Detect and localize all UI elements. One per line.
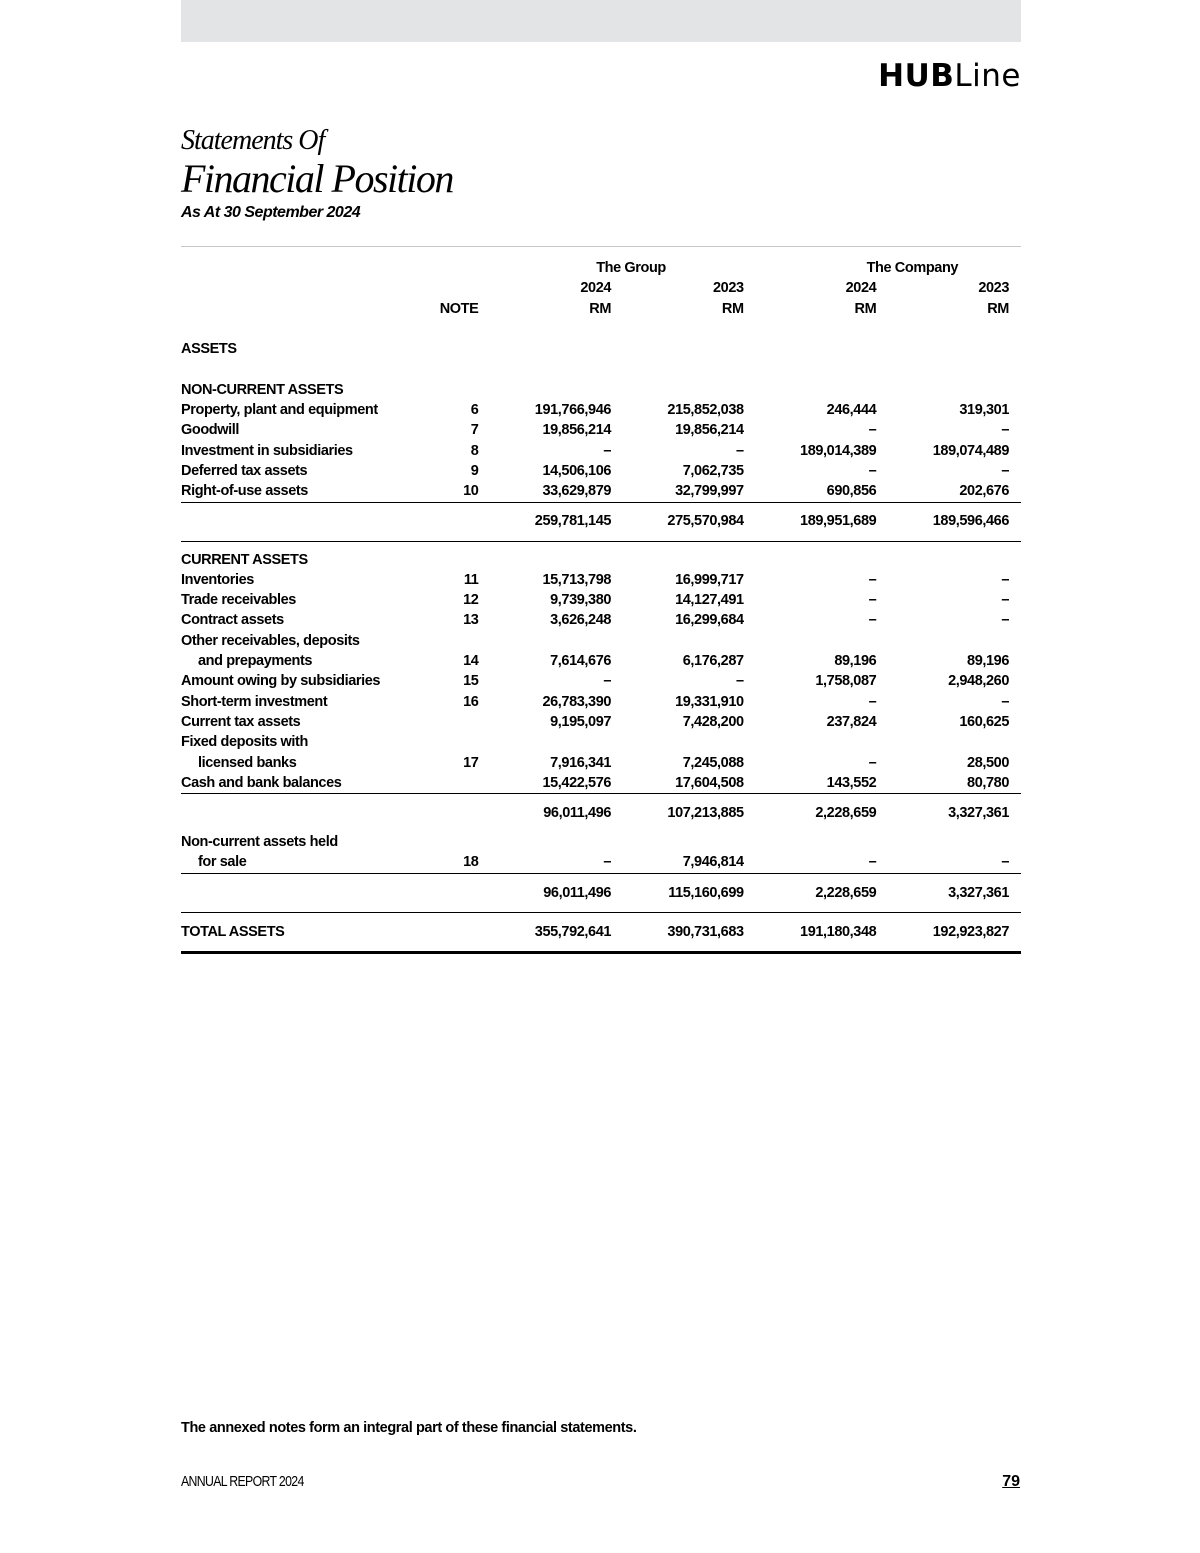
note-cell: 14 — [463, 653, 479, 670]
value-cell: 2,228,659 — [744, 873, 877, 912]
table-row — [181, 732, 1021, 752]
report-label: ANNUAL REPORT 2024 — [181, 1473, 304, 1490]
note-cell — [435, 794, 479, 833]
note-cell: 16 — [463, 693, 479, 710]
note-cell: 18 — [463, 854, 479, 871]
company-logo: HUBLine — [878, 58, 1021, 94]
row-label: Deferred tax assets — [181, 462, 308, 479]
note-cell — [435, 712, 479, 732]
assets-heading: ASSETS — [181, 341, 237, 358]
value-cell: 215,852,038 — [667, 402, 744, 419]
note-cell: 6 — [470, 402, 479, 419]
note-header: NOTE — [439, 300, 479, 317]
table-row — [181, 420, 1021, 440]
year-header: 2024 — [845, 280, 877, 297]
table-row — [181, 441, 1021, 461]
value-cell: – — [1001, 462, 1009, 479]
value-cell: 9,739,380 — [550, 592, 612, 609]
note-cell: 10 — [463, 483, 479, 500]
value-cell: 189,596,466 — [876, 502, 1021, 541]
value-cell: 1,758,087 — [815, 673, 877, 690]
value-cell: – — [1001, 592, 1009, 609]
value-cell: 15,422,576 — [542, 774, 612, 791]
row-label — [181, 873, 435, 912]
value-cell: 32,799,997 — [675, 483, 744, 500]
row-label: Contract assets — [181, 612, 284, 629]
row-label: TOTAL ASSETS — [181, 912, 435, 952]
row-label: Right-of-use assets — [181, 483, 308, 500]
current-total-row — [181, 873, 1021, 912]
value-cell — [478, 832, 611, 852]
value-cell: 319,301 — [959, 402, 1009, 419]
value-cell: 7,062,735 — [682, 462, 744, 479]
value-cell: 275,570,984 — [611, 502, 744, 541]
currency-header: RM — [589, 300, 612, 317]
currency-header-row — [181, 299, 1021, 319]
value-cell: 16,999,717 — [675, 571, 744, 588]
note-cell: 13 — [463, 612, 479, 629]
value-cell: – — [603, 854, 612, 871]
note-cell: 17 — [463, 754, 479, 771]
value-cell: – — [868, 462, 877, 479]
page-number: 79 — [1002, 1473, 1020, 1490]
table-row — [181, 570, 1021, 590]
group-header-row — [181, 258, 1021, 278]
row-label: Fixed deposits with — [181, 734, 308, 751]
value-cell: 191,766,946 — [534, 402, 612, 419]
value-cell: 115,160,699 — [611, 873, 744, 912]
note-cell — [435, 502, 479, 541]
non-current-assets-heading: NON-CURRENT ASSETS — [181, 381, 344, 398]
value-cell: 15,713,798 — [542, 571, 612, 588]
currency-header: RM — [987, 300, 1009, 317]
value-cell: 202,676 — [959, 483, 1009, 500]
non-current-subtotal-row — [181, 502, 1021, 541]
value-cell — [611, 732, 744, 752]
value-cell: – — [736, 673, 744, 690]
value-cell: 3,327,361 — [876, 794, 1021, 833]
financial-position-table — [181, 258, 1021, 954]
value-cell: 19,856,214 — [542, 422, 612, 439]
note-cell: 9 — [470, 462, 479, 479]
value-cell: 259,781,145 — [478, 502, 611, 541]
row-label: Goodwill — [181, 422, 240, 439]
table-row — [181, 773, 1021, 794]
row-label: and prepayments — [198, 653, 313, 670]
value-cell: 189,951,689 — [744, 502, 877, 541]
value-cell: 14,127,491 — [675, 592, 744, 609]
row-label — [181, 794, 435, 833]
table-row — [181, 651, 1021, 671]
value-cell: 96,011,496 — [478, 794, 611, 833]
value-cell: – — [868, 592, 877, 609]
value-cell: 9,195,097 — [550, 713, 612, 730]
table-row — [181, 631, 1021, 651]
divider — [181, 246, 1021, 247]
value-cell: 107,213,885 — [611, 794, 744, 833]
statement-date: As At 30 September 2024 — [181, 204, 361, 221]
value-cell: – — [868, 612, 877, 629]
value-cell — [876, 832, 1021, 852]
value-cell: – — [736, 442, 744, 459]
currency-header: RM — [721, 300, 744, 317]
note-cell — [435, 732, 479, 752]
table-row — [181, 481, 1021, 502]
value-cell: 14,506,106 — [542, 462, 612, 479]
value-cell: 189,014,389 — [800, 442, 877, 459]
value-cell: 7,428,200 — [682, 713, 744, 730]
table-row — [181, 461, 1021, 481]
value-cell — [744, 732, 877, 752]
note-cell — [435, 873, 479, 912]
company-header: The Company — [866, 260, 959, 276]
table-row — [181, 832, 1021, 852]
total-assets-row — [181, 912, 1021, 952]
value-cell: – — [1001, 422, 1009, 439]
value-cell — [744, 832, 877, 852]
row-label: licensed banks — [198, 754, 297, 771]
current-subtotal-row — [181, 794, 1021, 833]
row-label: Current tax assets — [181, 713, 301, 730]
value-cell — [611, 832, 744, 852]
row-label: Amount owing by subsidiaries — [181, 673, 381, 690]
value-cell: 191,180,348 — [744, 912, 877, 952]
section-heading-row — [181, 550, 1021, 570]
current-assets-heading: CURRENT ASSETS — [181, 551, 308, 568]
value-cell: – — [1001, 612, 1009, 629]
title-line-1: Statements Of — [181, 125, 325, 156]
year-header: 2023 — [978, 280, 1009, 297]
value-cell: – — [1001, 854, 1009, 871]
note-cell — [435, 912, 479, 952]
row-label: Short-term investment — [181, 693, 328, 710]
value-cell: 19,856,214 — [675, 422, 744, 439]
value-cell: 28,500 — [967, 754, 1009, 771]
table-row — [181, 712, 1021, 732]
value-cell — [744, 631, 877, 651]
value-cell: 17,604,508 — [675, 774, 744, 791]
value-cell: 237,824 — [826, 713, 877, 730]
header-band — [181, 0, 1021, 42]
row-label — [181, 502, 435, 541]
row-label: Non-current assets held — [181, 834, 338, 851]
note-cell: 7 — [470, 422, 479, 439]
table-row — [181, 400, 1021, 420]
value-cell: 189,074,489 — [932, 442, 1009, 459]
value-cell: 2,228,659 — [744, 794, 877, 833]
footnote: The annexed notes form an integral part of these financial statements. — [181, 1420, 637, 1436]
section-heading-row — [181, 339, 1021, 359]
value-cell: 3,327,361 — [876, 873, 1021, 912]
note-cell: 12 — [463, 592, 479, 609]
value-cell: 89,196 — [834, 653, 877, 670]
value-cell: – — [1001, 571, 1009, 588]
value-cell: 33,629,879 — [542, 483, 612, 500]
row-label: Inventories — [181, 571, 254, 588]
value-cell: – — [603, 442, 612, 459]
value-cell: 690,856 — [826, 483, 877, 500]
value-cell: 192,923,827 — [876, 912, 1021, 952]
table-row — [181, 590, 1021, 610]
group-header: The Group — [596, 260, 666, 276]
value-cell: 16,299,684 — [675, 612, 744, 629]
note-cell: 15 — [463, 673, 479, 690]
table-row — [181, 852, 1021, 873]
row-label: Property, plant and equipment — [181, 402, 378, 419]
value-cell: 7,245,088 — [682, 754, 744, 771]
value-cell: 246,444 — [826, 402, 877, 419]
value-cell: 2,948,260 — [948, 673, 1009, 690]
value-cell — [478, 631, 611, 651]
year-header: 2024 — [580, 280, 612, 297]
value-cell: 96,011,496 — [478, 873, 611, 912]
value-cell: – — [868, 422, 877, 439]
value-cell — [876, 631, 1021, 651]
row-label: Other receivables, deposits — [181, 632, 360, 649]
value-cell: – — [868, 754, 877, 771]
value-cell: – — [868, 854, 877, 871]
value-cell: 7,946,814 — [682, 854, 744, 871]
value-cell: – — [1001, 693, 1009, 710]
year-header-row — [181, 278, 1021, 298]
table-row — [181, 753, 1021, 773]
value-cell: 390,731,683 — [611, 912, 744, 952]
value-cell: 143,552 — [826, 774, 877, 791]
value-cell — [478, 732, 611, 752]
table-row — [181, 692, 1021, 712]
value-cell — [611, 631, 744, 651]
note-cell: 11 — [463, 571, 479, 588]
note-cell: 8 — [470, 442, 479, 459]
value-cell: 6,176,287 — [682, 653, 744, 670]
title-block — [181, 124, 453, 222]
value-cell: 80,780 — [967, 774, 1009, 791]
note-cell — [435, 773, 479, 794]
value-cell: – — [868, 693, 877, 710]
year-header: 2023 — [713, 280, 744, 297]
row-label: Investment in subsidiaries — [181, 442, 353, 459]
value-cell: 19,331,910 — [675, 693, 744, 710]
value-cell: – — [603, 673, 612, 690]
row-label: Cash and bank balances — [181, 774, 342, 791]
value-cell: 7,614,676 — [550, 653, 612, 670]
note-cell — [435, 832, 479, 852]
row-label: Trade receivables — [181, 592, 296, 609]
table-row — [181, 610, 1021, 630]
value-cell: 3,626,248 — [550, 612, 612, 629]
value-cell — [876, 732, 1021, 752]
value-cell: 355,792,641 — [478, 912, 611, 952]
value-cell: – — [868, 571, 877, 588]
value-cell: 89,196 — [967, 653, 1009, 670]
value-cell: 26,783,390 — [542, 693, 612, 710]
note-cell — [435, 631, 479, 651]
section-heading-row — [181, 380, 1021, 400]
table-row — [181, 671, 1021, 691]
value-cell: 160,625 — [959, 713, 1009, 730]
page-title: Financial Position — [181, 156, 453, 201]
value-cell: 7,916,341 — [550, 754, 612, 771]
row-label: for sale — [198, 854, 247, 871]
currency-header: RM — [854, 300, 877, 317]
